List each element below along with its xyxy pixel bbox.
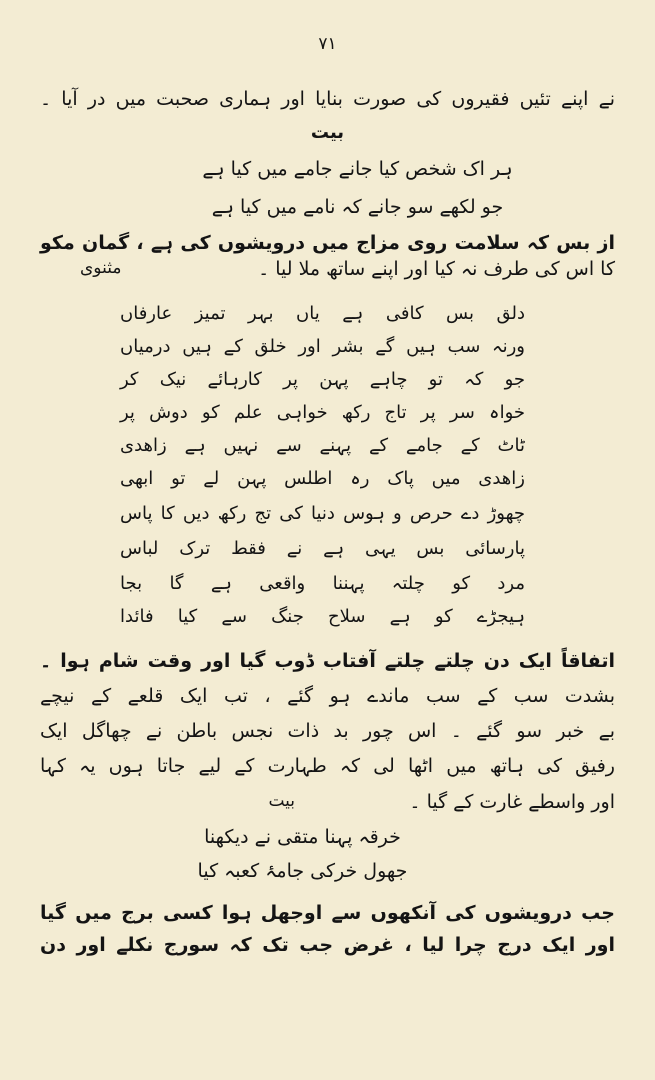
verse-line: جو کہ تو چاہے پہن پر کارہائے نیک کر: [120, 369, 525, 390]
heading-bait: بیت: [268, 791, 295, 811]
paragraph-line: رفیق کی ہاتھ میں اٹھا لی کہ طہارت کے لیے جاتا ہوں یہ کہا: [40, 755, 615, 777]
paragraph-line: کا اس کی طرف نہ کیا اور اپنے ساتھ ملا لیا ۔: [258, 258, 615, 280]
page-number: ٧١: [318, 34, 337, 54]
verse-line: مرد کو چلتہ پہننا واقعی ہے گا بجا: [120, 573, 525, 594]
verse-line: ٹاٹ کے جامے کے پہنے سے نہیں ہے زاھدی: [120, 435, 525, 456]
paragraph-line: بے خبر سو گئے ۔ اس چور بد ذات نجس باطن نے چھاگل ایک: [40, 720, 615, 742]
opening-line: نے اپنے تئیں فقیروں کی صورت بنایا اور ہماری صحبت میں در آیا ۔: [40, 88, 615, 110]
heading-bait: بیت: [310, 122, 345, 143]
couplet-line: ہر اک شخص کیا جانے جامے میں کیا ہے: [202, 158, 513, 180]
couplet-line: جھول خرکی جامۂ کعبہ کیا: [197, 860, 408, 882]
paragraph-line: اور ایک درج چرا لیا ، غرض جب تک کہ سورج نکلے اور دن: [40, 934, 615, 956]
verse-line: ورنہ سب ہیں گے بشر اور خلق کے ہیں درمیاں: [120, 336, 525, 357]
paragraph-line: اور واسطے غارت کے گیا ۔: [409, 791, 615, 813]
verse-line: ہیجڑے کو ہے سلاح جنگ سے کیا فائدا: [120, 606, 525, 627]
couplet-line: جو لکھے سو جانے کہ نامے میں کیا ہے: [211, 196, 504, 218]
heading-masnavi: مثنوی: [80, 258, 122, 278]
verse-line: خواہ سر پر تاج رکھ خواہی علم کو دوش پر: [120, 402, 525, 423]
paragraph-line: بشدت سب کے سب ماندے ہو گئے ، تب ایک قلعے کے نیچے: [40, 685, 615, 707]
verse-line: زاھدی میں پاک رہ اطلس پہن لے تو ابھی: [120, 468, 525, 489]
verse-line: چھوڑ دے حرص و ہوس دنیا کی تج رکھ دیں کا پاس: [120, 503, 525, 524]
verse-line: پارسائی بس یہی ہے نے فقط ترک لباس: [120, 538, 525, 559]
paragraph-line: از بس کہ سلامت روی مزاج میں درویشوں کی ہے ، گمان مکو: [40, 232, 615, 254]
verse-line: دلق بس کافی ہے یاں بہر تمیز عارفاں: [120, 303, 525, 324]
paragraph-line: اتفاقاً ایک دن چلتے چلتے آفتاب ڈوب گیا اور وقت شام ہوا ۔: [40, 650, 615, 672]
couplet-line: خرقہ پہنا متقی نے دیکھنا: [204, 826, 401, 848]
paragraph-line: جب درویشوں کی آنکھوں سے اوجھل ہوا کسی برج میں گیا: [40, 902, 615, 924]
